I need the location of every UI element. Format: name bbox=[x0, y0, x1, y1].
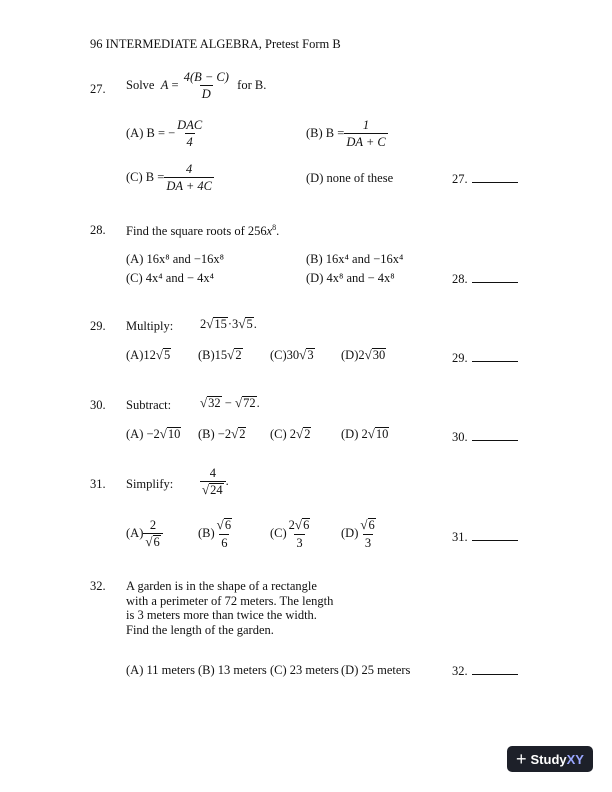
q28-option-c: (C) 4x⁴ and − 4x⁴ bbox=[126, 271, 214, 285]
q27-stem: Solve A = $\frac{4(B - C)}{D}$ for B. bbox=[126, 70, 267, 102]
q29-answer-blank[interactable]: 29. bbox=[452, 350, 518, 366]
q29-number: 29. bbox=[90, 319, 106, 333]
q30-option-c: (C) 2 √ 2 bbox=[270, 426, 311, 441]
q32-option-c: (C) 23 meters bbox=[270, 663, 339, 677]
q32-option-d: (D) 25 meters bbox=[341, 663, 411, 677]
q32-line: A garden is in the shape of a rectangle bbox=[126, 579, 317, 593]
q32-option-b: (B) 13 meters bbox=[198, 663, 267, 677]
q30-option-a: (A) −2 √ 10 bbox=[126, 426, 181, 441]
q31-option-a: (A) 2 √ 6 bbox=[126, 518, 163, 550]
q30-option-d: (D) 2 √ 10 bbox=[341, 426, 389, 441]
q27-answer-blank[interactable]: 27. bbox=[452, 171, 518, 187]
q30-option-b: (B) −2 √ 2 bbox=[198, 426, 246, 441]
q28-option-b: (B) 16x⁴ and −16x⁴ bbox=[306, 252, 404, 266]
q30-answer-blank[interactable]: 30. bbox=[452, 429, 518, 445]
logo-text: StudyXY bbox=[530, 751, 584, 767]
q28-number: 28. bbox=[90, 223, 106, 237]
q27-for: for B. bbox=[237, 77, 267, 92]
q32-line: with a perimeter of 72 meters. The length bbox=[126, 593, 334, 608]
q27-eq-lhs: A bbox=[160, 77, 169, 92]
page-header: 96 INTERMEDIATE ALGEBRA, Pretest Form B bbox=[90, 37, 341, 51]
q29-option-a: (A)12 √ 5 bbox=[126, 347, 171, 362]
q32-line: Find the length of the garden. bbox=[126, 622, 274, 637]
q31-option-d: (D) √ 6 3 bbox=[341, 517, 375, 550]
plus-icon: + bbox=[516, 749, 527, 769]
q27-eq-fraction: $\frac{4(B - C)}{D}$ bbox=[183, 70, 229, 102]
q28-option-d: (D) 4x⁸ and − 4x⁸ bbox=[306, 271, 395, 285]
q32-answer-blank[interactable]: 32. bbox=[452, 663, 518, 679]
q30-expression: √ 32 − √ 72 . bbox=[200, 395, 260, 410]
q32-option-a: (A) 11 meters bbox=[126, 663, 195, 677]
studyxy-logo[interactable] bbox=[507, 746, 593, 772]
q29-option-b: (B)15 √ 2 bbox=[198, 347, 242, 362]
q27-number: 27. bbox=[90, 82, 106, 96]
q30-number: 30. bbox=[90, 398, 106, 412]
q28-stem: Find the square roots of $256x^8$. bbox=[126, 223, 280, 239]
q27-text: Solve bbox=[126, 77, 155, 92]
q28-option-a: (A) 16x⁸ and −16x⁸ bbox=[126, 252, 225, 266]
q27-option-a: (A) B = − $\frac{\text{DAC}}{4}$ bbox=[126, 118, 203, 150]
q29-option-c: (C)30 √ 3 bbox=[270, 347, 314, 362]
q31-expression: 4 √ 24 . bbox=[202, 466, 229, 498]
q31-answer-blank[interactable]: 31. bbox=[452, 529, 518, 545]
q30-text: Subtract: bbox=[126, 398, 172, 412]
q27-option-c: (C) B = $\frac{4}{DA + 4C}$ bbox=[126, 162, 213, 194]
q27-option-d: (D) none of these bbox=[306, 171, 394, 185]
q32-line: is 3 meters more than twice the width. bbox=[126, 608, 317, 622]
q29-expression: 2 √ 15 ·3 √ 5 . bbox=[200, 316, 257, 331]
q32-number: 32. bbox=[90, 579, 106, 593]
q32-stem bbox=[126, 579, 333, 637]
q31-text: Simplify: bbox=[126, 477, 174, 491]
q29-text: Multiply: bbox=[126, 319, 174, 333]
q31-number: 31. bbox=[90, 477, 106, 491]
q28-answer-blank[interactable]: 28. bbox=[452, 271, 518, 287]
q31-option-b: (B) √ 6 6 bbox=[198, 517, 232, 550]
q31-option-c: (C) 2 √ 6 3 bbox=[270, 517, 310, 550]
q27-option-b: (B) B = $\frac{1}{DA + C}$ bbox=[306, 118, 386, 150]
q29-option-d: (D)2 √ 30 bbox=[341, 347, 386, 362]
